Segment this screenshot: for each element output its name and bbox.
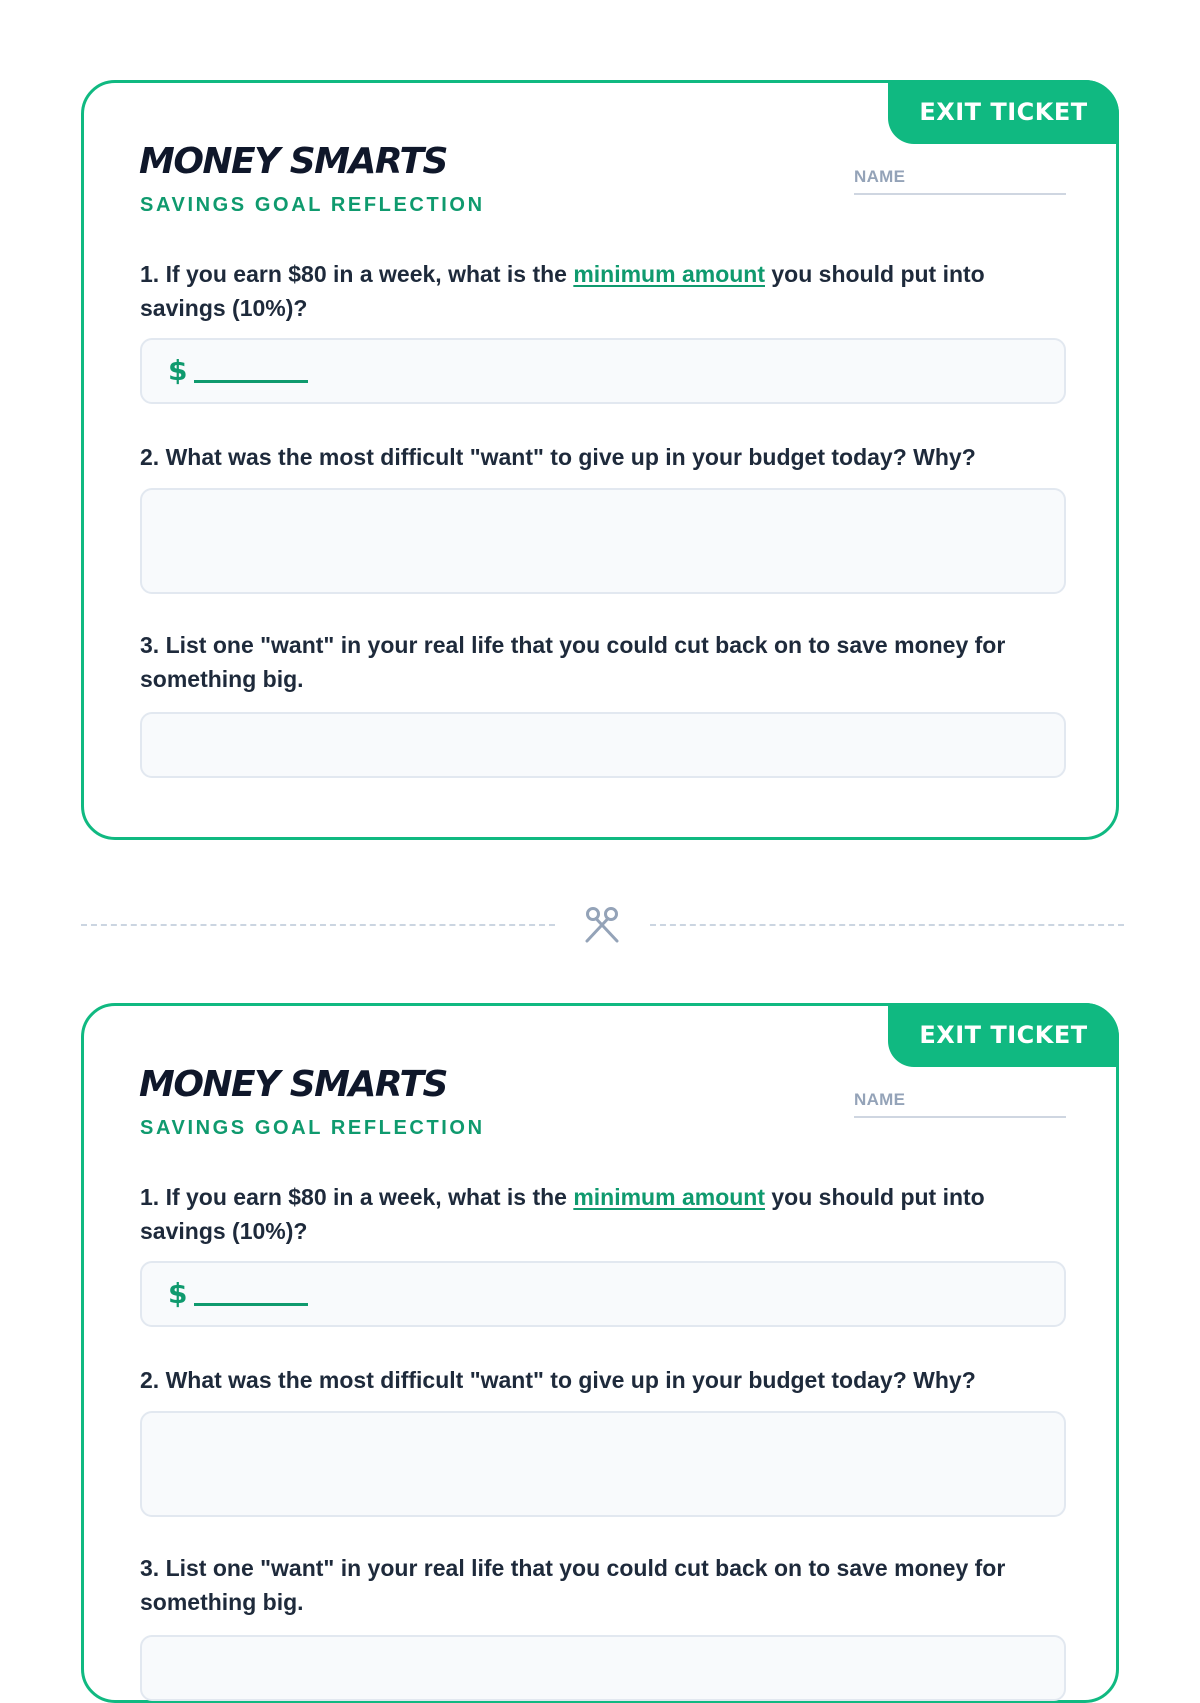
answer-3-field[interactable] [140, 1635, 1066, 1701]
question-3: 3. List one "want" in your real life that you could cut back on to save money for something big. [140, 1555, 1006, 1615]
cut-line-left [81, 924, 555, 928]
worksheet-subtitle: SAVINGS GOAL REFLECTION [140, 1117, 485, 1139]
name-field[interactable] [854, 167, 1066, 195]
answer-1-field[interactable] [140, 1261, 1066, 1327]
question-1-text-end: you should put into savings (10%)? [140, 1184, 985, 1244]
question-1-text-end: you should put into savings (10%)? [140, 261, 985, 321]
question-2: 2. What was the most difficult "want" to give up in your budget today? Why? [140, 444, 976, 470]
cut-line-right [650, 924, 1124, 928]
question-1-highlight: minimum amount [573, 261, 765, 287]
exit-ticket-badge: EXIT TICKET [888, 80, 1119, 144]
answer-1-field[interactable] [140, 338, 1066, 404]
worksheet-subtitle: SAVINGS GOAL REFLECTION [140, 194, 485, 216]
answer-3-field[interactable] [140, 712, 1066, 778]
question-1-text-start: 1. If you earn $80 in a week, what is the [140, 1184, 574, 1210]
name-label: NAME [854, 1090, 906, 1109]
dollar-blank-line [194, 380, 308, 383]
question-2: 2. What was the most difficult "want" to give up in your budget today? Why? [140, 1367, 976, 1393]
scissors-icon [584, 906, 620, 944]
question-1-highlight: minimum amount [573, 1184, 765, 1210]
question-1 [140, 257, 1050, 325]
worksheet-title: MONEY SMARTS [139, 141, 447, 182]
exit-ticket-card-2 [81, 1003, 1119, 1703]
answer-2-field[interactable] [140, 488, 1066, 594]
dollar-sign: $ [168, 354, 188, 387]
worksheet-title: MONEY SMARTS [139, 1064, 447, 1105]
question-3: 3. List one "want" in your real life that you could cut back on to save money for something big. [140, 632, 1006, 692]
question-1-text-start: 1. If you earn $80 in a week, what is the [140, 261, 574, 287]
exit-ticket-card-1 [81, 80, 1119, 840]
answer-2-field[interactable] [140, 1411, 1066, 1517]
name-field[interactable] [854, 1090, 1066, 1118]
dollar-blank-line [194, 1303, 308, 1306]
name-label: NAME [854, 167, 906, 186]
exit-ticket-badge: EXIT TICKET [888, 1003, 1119, 1067]
question-1 [140, 1180, 1050, 1248]
dollar-sign: $ [168, 1277, 188, 1310]
